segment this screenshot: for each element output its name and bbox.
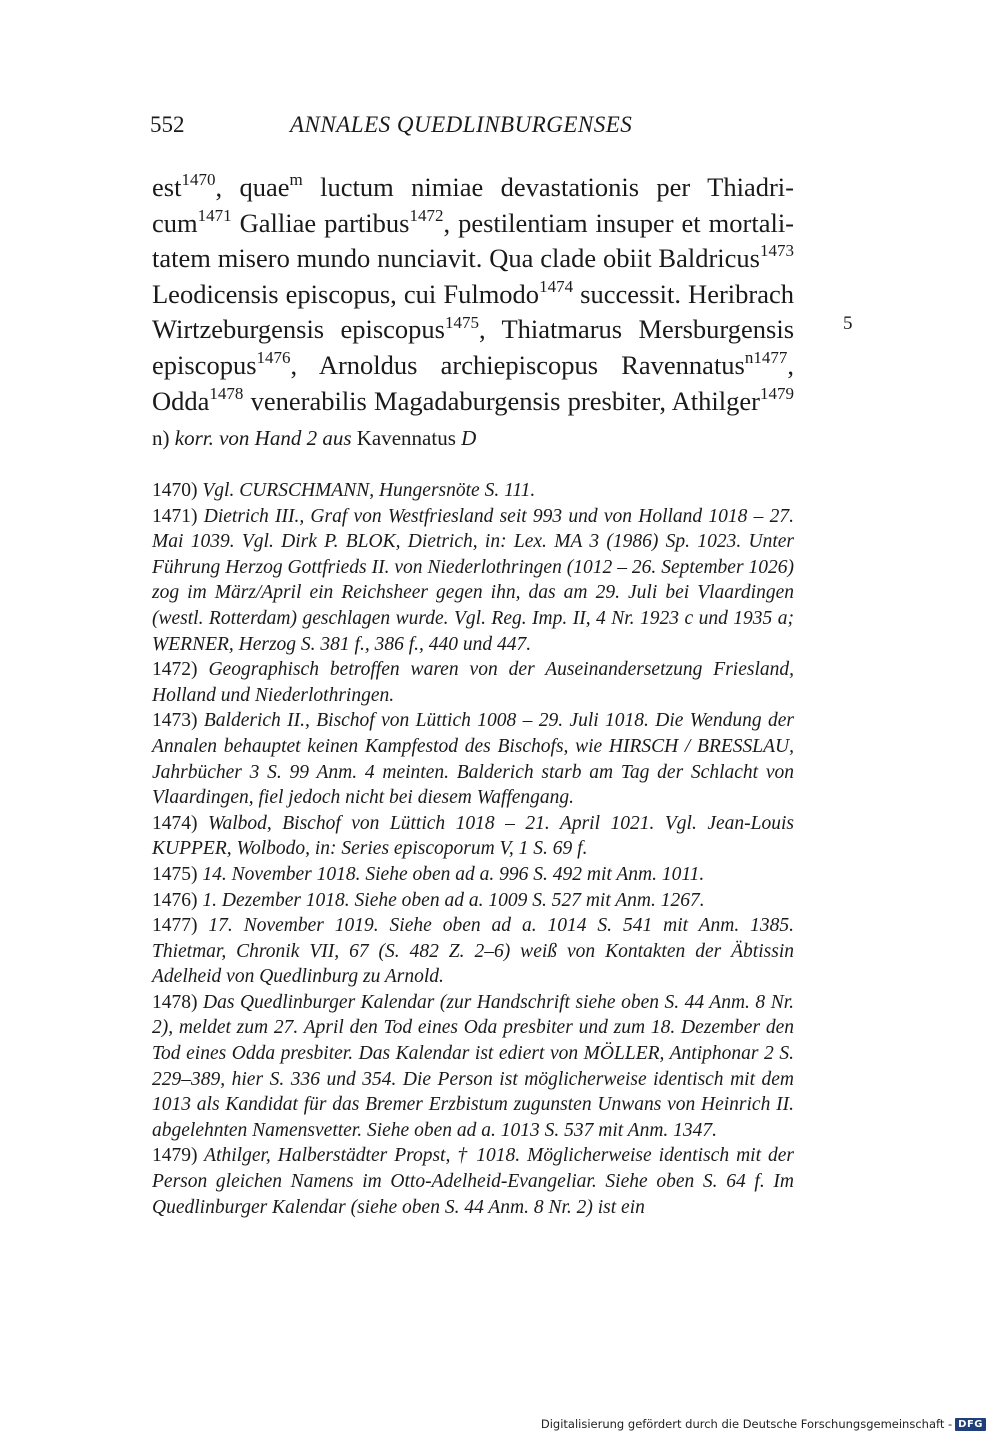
digitization-credit xyxy=(541,1415,986,1433)
footnotes xyxy=(152,478,794,1220)
text-line: Wirtzeburgensis episcopus$^{1475}$, Thiatmarus Mersburgensis xyxy=(152,312,795,345)
note-marker: 1478 xyxy=(209,383,244,403)
footnote-1478: 1478) Das Quedlinburger Kalendar (zur Handschrift siehe oben S. 44 Anm. 8 Nr. 2), meldet zum 27. April den Tod eines Oda presbiter und zum 18. Dezember den Tod eines Odda presbiter. Das Kalendar ist ediert von MÖLLER, Antiphonar 2 S. 229–389, hier S. 336 und 354. Die Person ist möglicherweise identisch mit dem 1013 als Kandidat für das Bremer Erzbistum zugunsten Unwans von Heinrich II. abgelehnten Namensvetter. Siehe oben ad a. 1013 S. 537 mit Anm. 1347. xyxy=(152,991,795,1141)
page-header xyxy=(150,112,810,152)
note-marker: 1470 xyxy=(181,170,216,190)
text-line: cum$^{1471}$ Galliae partibus$^{1472}$, pestilentiam insuper et mortali- xyxy=(152,205,795,238)
text-line: est$^{1470}$, quae$^m$ luctum nimiae devastationis per Thiadri- xyxy=(152,170,794,202)
credit-text: Digitalisierung gefördert durch die Deutsche Forschungsgemeinschaft - xyxy=(540,1417,953,1431)
footnote-1479: 1479) Athilger, Halberstädter Propst, † 1018. Möglicherweise identisch mit der Person gleichen Namens im Otto-Adelheid-Evangeliar. Siehe oben S. 64 f. Im Quedlinburger Kalendar (siehe oben S. 44 Anm. 8 Nr. 2) ist ein xyxy=(152,1145,794,1218)
note-marker: 1474 xyxy=(539,276,574,296)
note-marker: 1473 xyxy=(760,241,794,261)
note-marker: n1477 xyxy=(744,348,788,368)
text-line: tatem misero mundo nunciavit. Qua clade obiit Baldricus$^{1473}$ xyxy=(152,241,794,274)
apparatus-reading: Kavennatus xyxy=(356,426,456,450)
note-marker: 1475 xyxy=(444,312,479,332)
footnote-1476: 1476) 1. Dezember 1018. Siehe oben ad a. 1009 S. 527 mit Anm. 1267. xyxy=(152,889,705,911)
text-line: Leodicensis episcopus, cui Fulmodo$^{1474}$ successit. Heribrach xyxy=(152,276,794,309)
note-marker: 1476 xyxy=(256,348,291,368)
text-line: Odda$^{1478}$ venerabilis Magadaburgensis presbiter, Athilger$^{1479}$ xyxy=(152,383,794,416)
margin-line-number: 5 xyxy=(843,313,853,334)
running-title: ANNALES QUEDLINBURGENSES xyxy=(290,112,633,137)
apparatus-marker: m xyxy=(289,170,303,190)
note-marker: 1471 xyxy=(197,205,232,225)
note-marker: 1472 xyxy=(409,205,444,225)
apparatus-manuscript: D xyxy=(461,426,477,450)
footnote-1470: 1470) Vgl. CURSCHMANN, Hungersnöte S. 111. xyxy=(152,480,536,501)
page-number: 552 xyxy=(150,112,185,137)
apparatus-siglum: n) xyxy=(152,426,170,450)
footnote-1475: 1475) 14. November 1018. Siehe oben ad a. 996 S. 492 mit Anm. 1011. xyxy=(152,863,705,885)
footnote-1477: 1477) 17. November 1019. Siehe oben ad a. 1014 S. 541 mit Anm. 1385. Thietmar, Chronik VII, 67 (S. 482 Z. 2–6) weiß von Kontakten der Äbtissin Adelheid von Quedlinburg zu Arnold. xyxy=(152,915,794,988)
edition-text xyxy=(152,170,794,419)
text-line: episcopus$^{1476}$, Arnoldus archiepiscopus Ravennatus$^{n1477}$, xyxy=(152,348,794,380)
footnote-1471: 1471) Dietrich III., Graf von Westfriesland seit 993 und von Holland 1018 – 27. Mai 1039. Vgl. Dirk P. BLOK, Dietrich, in: Lex. MA 3 (1986) Sp. 1023. Unter Führung Herzog Gottfrieds II. von Niederlothringen (1012 – 26. September 1026) zog im März/April ein Reichsheer gegen ihn, das am 29. Juli bei Vlaardingen (westl. Rotterdam) geschlagen wurde. Vgl. Reg. Imp. II, 4 Nr. 1923 c und 1935 a; WERNER, Herzog S. 381 f., 386 f., 440 und 447. xyxy=(152,505,795,655)
footnote-1474: 1474) Walbod, Bischof von Lüttich 1018 – 21. April 1021. Vgl. Jean-Louis KUPPER, Wolbodo, in: Series episcoporum V, 1 S. 69 f. xyxy=(152,812,794,860)
dfg-logo: DFG xyxy=(955,1418,986,1431)
note-marker: 1479 xyxy=(760,383,794,403)
apparatus-note: korr. von Hand 2 aus xyxy=(174,426,352,450)
critical-apparatus xyxy=(152,426,794,451)
footnote-1472: 1472) Geographisch betroffen waren von der Auseinandersetzung Friesland, Holland und Niederlothringen. xyxy=(152,659,794,706)
footnote-1473: 1473) Balderich II., Bischof von Lüttich 1008 – 29. Juli 1018. Die Wendung der Annalen behauptet keinen Kampfestod des Bischofs, wie HIRSCH / BRESSLAU, Jahrbücher 3 S. 99 Anm. 4 meinten. Balderich starb am Tag der Schlacht von Vlaardingen, fiel jedoch nicht bei diesem Waffengang. xyxy=(152,710,795,809)
